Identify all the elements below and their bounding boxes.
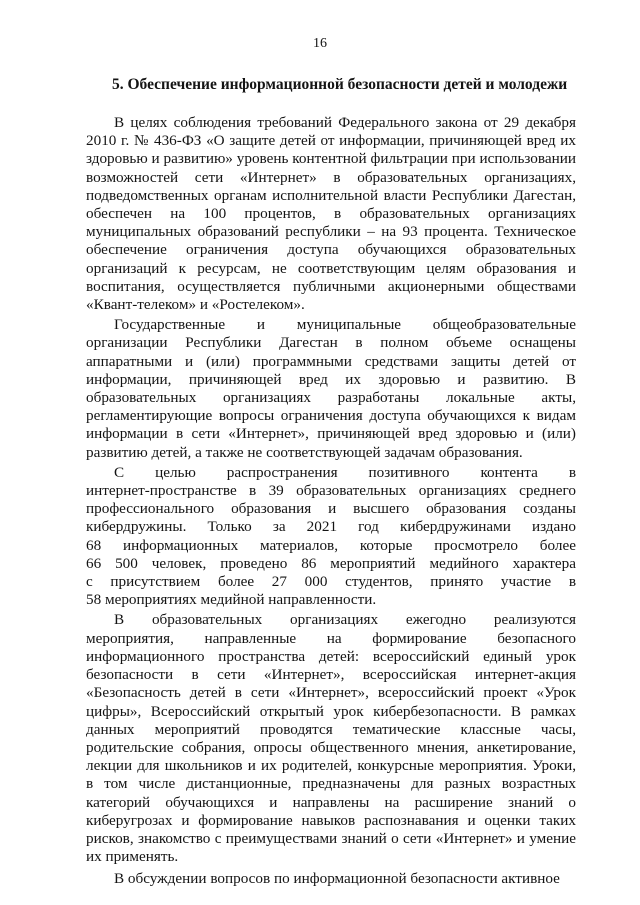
- paragraph: [86, 870, 576, 888]
- paragraph-line: информации в сети «Интернет», причиняющей вред здоровью и (или): [86, 425, 576, 443]
- paragraph-line: «Квант-телеком» и «Ростелеком».: [86, 296, 305, 314]
- paragraph-line: в том числе дистанционные, предназначены для разных возрастных: [86, 775, 576, 793]
- paragraph-line: В обсуждении вопросов по информационной безопасности активное: [114, 870, 560, 888]
- paragraph-line: возможностей сети «Интернет» в образовательных организациях,: [86, 168, 576, 186]
- paragraph-line: рисков, знакомство с преимуществами знаний о сети «Интернет» и умение: [86, 829, 576, 847]
- paragraph-line: Государственные и муниципальные общеобразовательные: [114, 316, 576, 334]
- paragraph: [86, 611, 576, 866]
- paragraph-line: интернет-пространстве в 39 образовательных организациях среднего: [86, 482, 576, 500]
- paragraph-line: информационного пространства детей: всероссийский единый урок: [86, 647, 576, 665]
- paragraph-line: 66 500 человек, проведено 86 мероприятий медийного характера: [86, 554, 576, 572]
- paragraph-line: категорий обучающихся и направлены на расширение знаний о: [86, 793, 576, 811]
- paragraph-line: 68 информационных материалов, которые просмотрело более: [86, 536, 576, 554]
- paragraph: [86, 464, 576, 610]
- paragraph-line: киберугрозах и формирование навыков распознавания и оценки таких: [86, 811, 576, 829]
- paragraph-line: развитию детей, а также не соответствующей задачам образования.: [86, 443, 523, 461]
- paragraph-line: информации, причиняющей вред их здоровью и развитию. В: [86, 370, 576, 388]
- paragraph-line: обеспечение ограничения доступа обучающихся образовательных: [86, 241, 576, 259]
- paragraph-line: родительские собрания, опросы общественного мнения, анкетирование,: [86, 738, 576, 756]
- body-text: [86, 114, 576, 889]
- paragraph-line: В целях соблюдения требований Федерального закона от 29 декабря: [114, 114, 576, 131]
- paragraph-line: профессионального образования и высшего образования созданы: [86, 500, 576, 518]
- paragraph-line: подведомственных органам исполнительной власти Республики Дагестан,: [86, 186, 576, 204]
- paragraph-line: В образовательных организациях ежегодно реализуются: [114, 611, 576, 629]
- paragraph-line: 58 мероприятиях медийной направленности.: [86, 591, 377, 609]
- paragraph-line: с присутствием более 27 000 студентов, принято участие в: [86, 573, 576, 591]
- paragraph-line: организации Республики Дагестан в полном объеме оснащены: [86, 334, 576, 352]
- paragraph-line: обеспечен на 100 процентов, в образовательных организациях: [86, 205, 576, 223]
- paragraph-line: лекции для школьников и их родителей, конкурсные мероприятия. Уроки,: [86, 757, 576, 775]
- paragraph-line: 2010 г. № 436-ФЗ «О защите детей от информации, причиняющей вред их: [86, 132, 576, 150]
- paragraph-line: кибердружины. Только за 2021 год кибердружинами издано: [86, 518, 576, 536]
- paragraph: [86, 114, 576, 314]
- paragraph-line: безопасности в сети «Интернет», всероссийская интернет-акция: [86, 666, 576, 684]
- paragraph-line: муниципальных образований республики – на 93 процента. Техническое: [86, 223, 576, 241]
- page-number: 16: [313, 36, 327, 51]
- paragraph: [86, 316, 576, 462]
- paragraph-line: регламентирующие вопросы ограничения доступа обучающихся к видам: [86, 407, 576, 425]
- paragraph-line: их применять.: [86, 848, 179, 866]
- paragraph-line: «Безопасность детей в сети «Интернет», всероссийский проект «Урок: [86, 684, 576, 702]
- paragraph-line: данных мероприятий проводятся тематические классные часы,: [86, 720, 576, 738]
- section-title: 5. Обеспечение информационной безопасности детей и молодежи: [112, 76, 568, 93]
- paragraph-line: организаций к ресурсам, не соответствующим целям образования и: [86, 259, 576, 277]
- paragraph-line: образовательных организациях разработаны локальные акты,: [86, 389, 576, 407]
- paragraph-line: здоровью и развитию» уровень контентной фильтрации при использовании: [86, 150, 576, 168]
- paragraph-line: аппаратными и (или) программными средствами защиты детей от: [86, 352, 576, 370]
- paragraph-line: С целью распространения позитивного контента в: [114, 463, 576, 481]
- paragraph-line: воспитания, осуществляется публичными акционерными обществами: [86, 277, 576, 295]
- paragraph-line: цифры», Всероссийский открытый урок кибербезопасности. В рамках: [86, 702, 576, 720]
- paragraph-line: мероприятия, направленные на формирование безопасного: [86, 629, 576, 647]
